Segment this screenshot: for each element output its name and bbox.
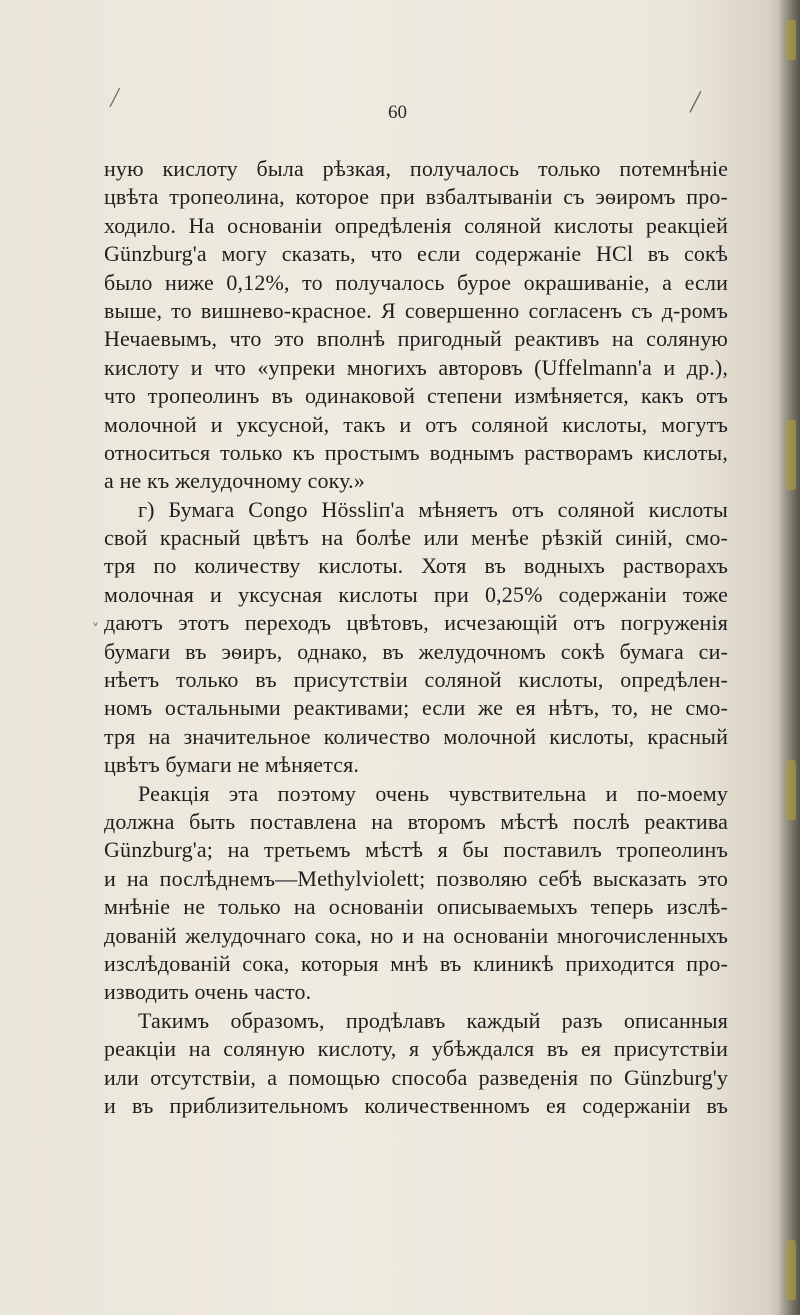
edge-stain — [786, 760, 796, 820]
text-line: бумаги въ эѳиръ, однако, въ желудочномъ сокѣ бумага си- — [104, 638, 728, 664]
text-line: ную кислоту была рѣзкая, получалось только потемнѣніе — [104, 156, 728, 181]
text-line: изводить очень часто. — [104, 979, 312, 1005]
text-line: или отсутствіи, а помощью способа разведенія по Günzburg'у — [104, 1064, 728, 1090]
text-line: номъ остальными реактивами; если же ея нѣтъ, то, не смо- — [104, 695, 728, 721]
text-line: и на послѣднемъ—Methylviolett; позволяю себѣ высказать это — [104, 865, 728, 891]
text-line: даютъ этотъ переходъ цвѣтовъ, исчезающій отъ погруженія — [104, 610, 728, 636]
text-line: мнѣніе не только на основаніи описываемыхъ теперь изслѣ- — [104, 894, 728, 920]
page-number: 60 — [388, 102, 407, 123]
edge-stain — [786, 1240, 796, 1300]
text-line: г) Бумага Congo Hössliп'а мѣняетъ отъ соляной кислоты — [138, 496, 728, 522]
text-line: молочная и уксусная кислоты при 0,25% содержаніи тоже — [104, 581, 728, 607]
pencil-mark: ˅ — [92, 622, 99, 638]
text-line: Günzburg'а могу сказать, что если содержаніе HCl въ сокѣ — [104, 241, 728, 267]
text-line: цвѣта тропеолина, которое при взбалтываніи съ эѳиромъ про- — [104, 184, 728, 210]
text-line: ходило. На основаніи опредѣленія соляной кислоты реакціей — [104, 212, 728, 238]
text-line: Такимъ образомъ, продѣлавъ каждый разъ описанныя — [138, 1007, 728, 1033]
text-line: дованій желудочнаго сока, но и на основаніи многочисленныхъ — [104, 922, 728, 948]
text-line: выше, то вишнево-красное. Я совершенно согласенъ съ д-ромъ — [104, 297, 728, 323]
text-line: Реакція эта поэтому очень чувствительна и по-моему — [138, 780, 728, 806]
text-line: а не къ желудочному соку.» — [104, 468, 365, 494]
text-line: тря по количеству кислоты. Хотя въ водныхъ растворахъ — [104, 553, 728, 579]
pencil-mark: ╱ — [690, 92, 701, 113]
text-line: Нечаевымъ, что это вполнѣ пригодный реактивъ на соляную — [104, 326, 728, 352]
edge-stain — [786, 20, 796, 60]
text-line: реакціи на соляную кислоту, я убѣждался въ ея присутствіи — [104, 1036, 728, 1062]
text-line: относиться только къ простымъ воднымъ растворамъ кислоты, — [104, 439, 728, 465]
text-line: молочной и уксусной, такъ и отъ соляной кислоты, могутъ — [104, 411, 728, 437]
body-text — [104, 155, 728, 1120]
text-line: тря на значительное количество молочной кислоты, красный — [104, 723, 728, 749]
text-line: свой красный цвѣтъ на болѣе или менѣе рѣзкій синій, смо- — [104, 525, 728, 551]
text-line: должна быть поставлена на второмъ мѣстѣ послѣ реактива — [104, 808, 728, 834]
text-line: нѣетъ только въ присутствіи соляной кислоты, опредѣлен- — [104, 667, 728, 693]
text-line: Günzburg'а; на третьемъ мѣстѣ я бы поставилъ тропеолинъ — [104, 837, 728, 863]
text-line: кислоту и что «упреки многихъ авторовъ (Uffelmann'а и др.), — [104, 354, 728, 380]
text-line: было ниже 0,12%, то получалось бурое окрашиваніе, а если — [104, 269, 728, 295]
pencil-mark: ╱ — [110, 88, 120, 107]
text-line: изслѣдованій сока, которыя мнѣ въ клиникѣ приходится про- — [104, 950, 728, 976]
text-line: цвѣтъ бумаги не мѣняется. — [104, 752, 360, 778]
text-line: и въ приблизительномъ количественномъ ея содержаніи въ — [104, 1092, 728, 1118]
page-edge-shadow — [778, 0, 800, 1315]
text-line: что тропеолинъ въ одинаковой степени измѣняется, какъ отъ — [104, 383, 728, 409]
edge-stain — [786, 420, 796, 490]
